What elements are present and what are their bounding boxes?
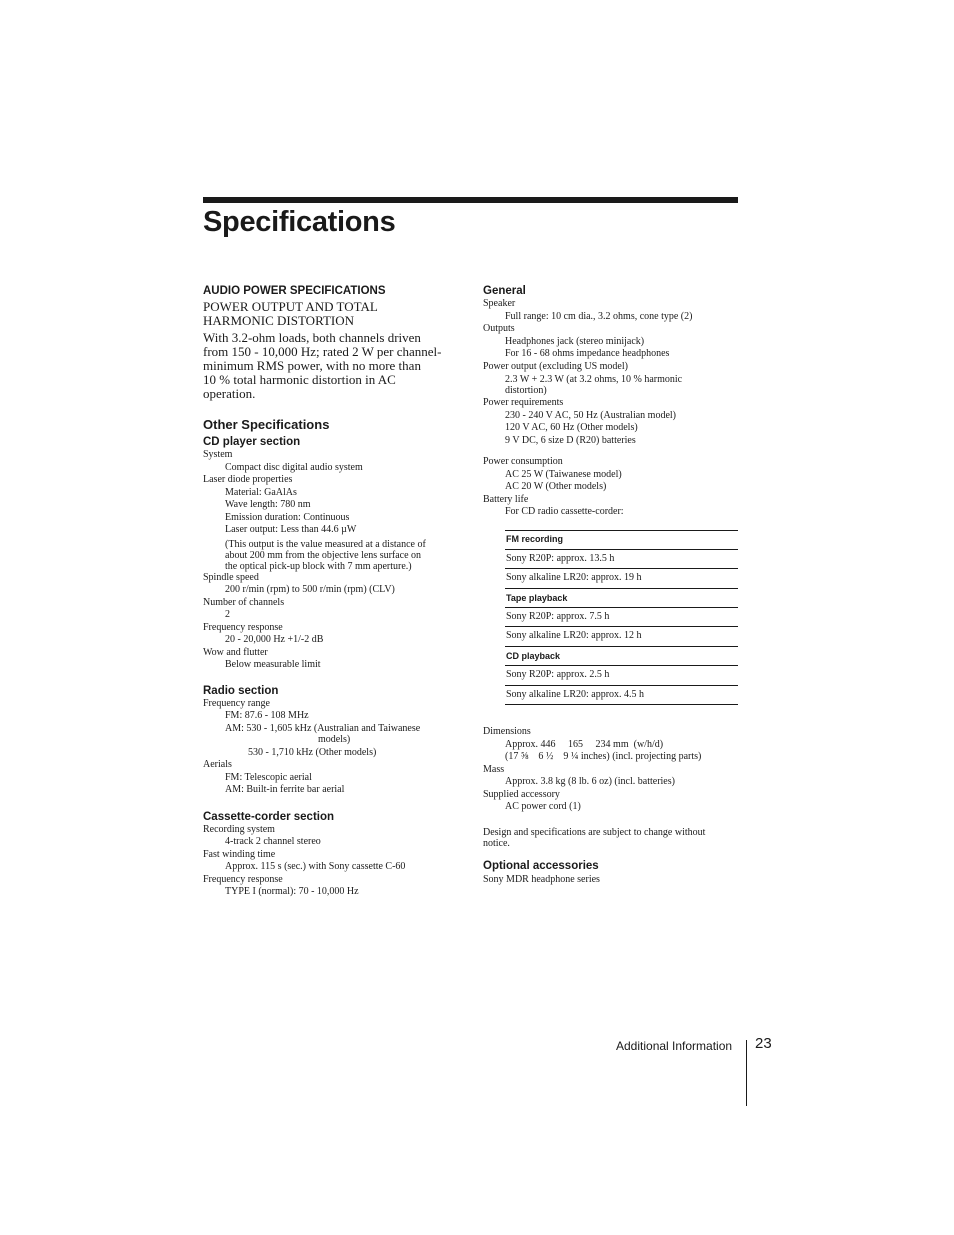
- spec-value: Approx. 446 165 234 mm (w/h/d): [505, 738, 664, 750]
- general-heading: General: [483, 285, 526, 297]
- spec-value: AC 25 W (Taiwanese model): [505, 468, 622, 480]
- audio-paragraph-line: minimum RMS power, with no more than: [203, 358, 421, 373]
- battery-table-row: [505, 569, 738, 588]
- spec-value: Compact disc digital audio system: [225, 461, 363, 473]
- spec-label: Fast winding time: [203, 848, 276, 860]
- spec-value: 9 V DC, 6 size D (R20) batteries: [505, 434, 636, 446]
- footer-section-label: Additional Information: [616, 1039, 733, 1053]
- spec-label: Power output (excluding US model): [483, 360, 628, 372]
- title-rule: [203, 197, 738, 203]
- spec-value: AM: 530 - 1,605 kHz (Australian and Taiwanese: [225, 722, 421, 734]
- other-specifications-heading: Other Specifications: [203, 417, 330, 432]
- notice-line: notice.: [483, 837, 510, 849]
- radio-section-heading: Radio section: [203, 684, 279, 697]
- audio-power-heading: AUDIO POWER SPECIFICATIONS: [203, 285, 386, 297]
- spec-value: 120 V AC, 60 Hz (Other models): [505, 422, 638, 433]
- spec-value: Sony MDR headphone series: [483, 873, 600, 885]
- spec-value: Below measurable limit: [225, 659, 321, 670]
- spec-value: FM: Telescopic aerial: [225, 771, 312, 783]
- spec-label: Mass: [483, 763, 505, 775]
- spec-label: Speaker: [483, 298, 516, 309]
- spec-value: FM: 87.6 - 108 MHz: [225, 710, 309, 721]
- spec-value: AC power cord (1): [505, 801, 581, 813]
- spec-label: System: [203, 449, 233, 460]
- battery-table-row: [505, 627, 738, 646]
- battery-table-row: [505, 666, 738, 685]
- battery-table-cell: Sony R20P: approx. 13.5 h: [505, 549, 738, 568]
- audio-paragraph-line: With 3.2-ohm loads, both channels driven: [203, 330, 421, 345]
- battery-table-header: Tape playback: [505, 588, 738, 607]
- spec-value: AC 20 W (Other models): [505, 481, 607, 492]
- spec-label: Frequency response: [203, 873, 283, 885]
- battery-table-header: FM recording: [505, 530, 738, 549]
- spec-value: (17 ⅝ 6 ½ 9 ¼ inches) (incl. projecting parts): [505, 751, 702, 763]
- spec-label: Number of channels: [203, 596, 285, 608]
- battery-table-cell: Sony alkaline LR20: approx. 19 h: [505, 569, 738, 588]
- spec-value: Full range: 10 cm dia., 3.2 ohms, cone type (2): [505, 310, 693, 322]
- audio-paragraph-line: operation.: [203, 386, 256, 401]
- spec-label: Laser diode properties: [203, 474, 293, 485]
- cassette-section-heading: Cassette-corder section: [203, 810, 335, 823]
- notice-line: Design and specifications are subject to change without: [483, 826, 706, 838]
- spec-label: Frequency range: [203, 697, 270, 709]
- spec-label: Power consumption: [483, 456, 563, 467]
- battery-life-table: [505, 530, 738, 706]
- spec-value: 4-track 2 channel stereo: [225, 836, 321, 847]
- spec-label: Frequency response: [203, 621, 283, 633]
- spec-label: Outputs: [483, 323, 515, 334]
- spec-value: Headphones jack (stereo minijack): [505, 335, 645, 347]
- spec-value: 2: [225, 609, 230, 620]
- footer-divider: [746, 1040, 747, 1106]
- battery-table-cell: Sony R20P: approx. 2.5 h: [505, 666, 738, 685]
- spec-value: Emission duration: Continuous: [225, 511, 350, 523]
- audio-paragraph-line: from 150 - 10,000 Hz; rated 2 W per channel-: [203, 344, 442, 359]
- cd-section-heading: CD player section: [203, 436, 301, 448]
- battery-table-row: [505, 608, 738, 627]
- battery-table-header-row: [505, 646, 738, 665]
- spec-value: Approx. 3.8 kg (8 lb. 6 oz) (incl. batteries): [505, 776, 675, 788]
- spec-label: Battery life: [483, 493, 529, 505]
- spec-value: 230 - 240 V AC, 50 Hz (Australian model): [505, 409, 677, 421]
- spec-value: For 16 - 68 ohms impedance headphones: [505, 348, 670, 359]
- battery-table-cell: Sony R20P: approx. 7.5 h: [505, 608, 738, 627]
- spec-value: 2.3 W + 2.3 W (at 3.2 ohms, 10 % harmonic: [505, 374, 683, 385]
- page-number: 23: [755, 1035, 772, 1052]
- right-column: [483, 283, 739, 886]
- optional-accessories-heading: Optional accessories: [483, 859, 599, 872]
- battery-table-header-row: [505, 530, 738, 549]
- spec-label: Power requirements: [483, 397, 564, 408]
- spec-value: AM: Built-in ferrite bar aerial: [225, 784, 345, 795]
- spec-value: Material: GaAlAs: [225, 486, 297, 498]
- laser-note-line: about 200 mm from the objective lens surface on: [225, 549, 422, 561]
- laser-note-line: the optical pick-up block with 7 mm aperture.): [225, 560, 412, 572]
- spec-value: 200 r/min (rpm) to 500 r/min (rpm) (CLV): [225, 584, 395, 595]
- spec-value: For CD radio cassette-corder:: [505, 506, 624, 517]
- audio-paragraph-line: 10 % total harmonic distortion in AC: [203, 372, 396, 387]
- battery-table-row: [505, 685, 738, 704]
- battery-table-header: CD playback: [505, 646, 738, 665]
- spec-label: Recording system: [203, 823, 275, 835]
- spec-value: Laser output: Less than 44.6 µW: [225, 524, 357, 535]
- spec-label: Dimensions: [483, 726, 531, 738]
- spec-value: Wave length: 780 nm: [225, 499, 311, 510]
- battery-table-cell: Sony alkaline LR20: approx. 4.5 h: [505, 685, 738, 704]
- spec-label: Aerials: [203, 759, 232, 770]
- battery-table-cell: Sony alkaline LR20: approx. 12 h: [505, 627, 738, 646]
- spec-value: distortion): [505, 385, 547, 396]
- spec-label: Wow and flutter: [203, 646, 268, 658]
- spec-label: Supplied accessory: [483, 788, 560, 800]
- spec-value: 20 - 20,000 Hz +1/-2 dB: [225, 634, 324, 645]
- spec-value: models): [318, 733, 351, 745]
- page-title: Specifications: [203, 206, 396, 238]
- battery-table-header-row: [505, 588, 738, 607]
- laser-note-line: (This output is the value measured at a distance of: [225, 538, 426, 550]
- left-column: [203, 283, 458, 899]
- spec-value: 530 - 1,710 kHz (Other models): [248, 746, 377, 758]
- spec-value: TYPE I (normal): 70 - 10,000 Hz: [225, 886, 359, 897]
- spec-label: Spindle speed: [203, 571, 259, 583]
- spec-value: Approx. 115 s (sec.) with Sony cassette C-60: [225, 861, 406, 872]
- audio-caption-line: HARMONIC DISTORTION: [203, 313, 355, 328]
- battery-table-row: [505, 549, 738, 568]
- audio-caption-line: POWER OUTPUT AND TOTAL: [203, 299, 378, 314]
